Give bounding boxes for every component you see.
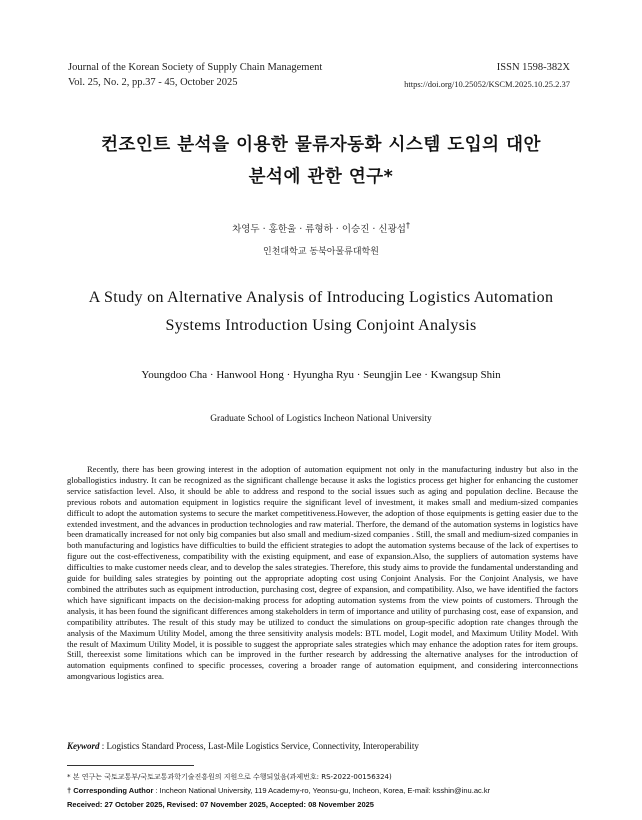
corresponding-author-details: : Incheon National University, 119 Academy-ro, Yeonsu-gu, Incheon, Korea, E-mail: ksshin@inu.ac.kr — [153, 786, 491, 795]
corresponding-author-label: † Corresponding Author — [67, 786, 154, 795]
affiliation-english: Graduate School of Logistics Incheon National University — [210, 414, 432, 424]
authors-korean — [0, 221, 642, 235]
journal-volume: Vol. 25, No. 2, pp.37 - 45, October 2025 — [68, 77, 238, 88]
title-english-line1: A Study on Alternative Analysis of Introducing Logistics Automation — [88, 289, 554, 306]
corresponding-author-mark: † — [405, 221, 410, 230]
authors-korean-names: 차영두 · 홍한울 · 류형하 · 이승진 · 신광섭 — [232, 224, 406, 236]
journal-issn: ISSN 1598-382X — [496, 62, 570, 73]
affiliation-korean: 인천대학교 동북아물류대학원 — [263, 247, 379, 257]
keyword-label: Keyword — [67, 741, 100, 751]
funding-footnote: * 본 연구는 국토교통부/국토교통과학기술진흥원의 지원으로 수행되었음(과제번호: RS-2022-00156324) — [67, 773, 392, 781]
footnote-divider — [67, 765, 194, 766]
title-korean-line2: 분석에 관한 연구* — [248, 167, 394, 187]
keywords — [67, 741, 587, 751]
journal-name: Journal of the Korean Society of Supply Chain Management — [68, 62, 323, 73]
abstract: Recently, there has been growing interest in the adoption of automation equipment not only in the manufacturing industry but also in the globallogistics industry. It can be recognized as the significant challenge because it asks the logistics process get higher for enhancing the customer service satisfaction level. Also, it should be able to address and respond to the social issues such as aging and population decline. Because the previous robots and automation equipment in logistics require the significant level of investment, it makes small and medium-sized companies difficult to adopt the automation systems to secure the market competitiveness.However, the adoption of those equipments is getting easier due to the extended investment, and the advances in production technologies and raw material. Therfore, the demand of the automation systems in logistics have been dramatically increased for not only big companies but also small and medium-sized companies . Still, the small and medium-sized companies in both manufacturing and logistics have difficulties to build the efficient strategies to adopt the automation systems because of the lack of expertises to figure out the cost-effectiveness, compatibility with the existing equipment, and ease of expansion.Also, the suppliers of automation systems have difficulties to make customer needs clear, and to develop the sales strategies. Therefore, this study aims to provide the fundamental understanding and guide for building sales strategies by pointing out the appropriate adopting cost using Conjoint Analysis. For the Conjoint Analysis, we have combined the attributes such as equipment introduction, purchasing cost, degree of expansion, and compatibility. Also, we have identified the factors which have significant impacts on the decision-making process for adopting automation systems from the view points of customers. Through the analysis, it has been found the significant differences among stakeholders in term of importance and utility of purchasing cost, ease of expansion, and compatibility attributes. The result of this study may be utilized to conduct the simulations on group-specific adoption rate changes through the analysis of the Maximum Utility Model, among the three sensitivity analysis models: BTL model, Logit model, and Maximum Utility Model. With the result of Maximum Utility Model, it is possible to suggest the appropriate sales strategies which may enhance the adoption rates for item groups. Still, thereexist some limitations which can be improved in the further research by addressing the alternative analyses for the introduction of automation equipments confined to specific processes, covering a broader range of automation equipment, and considering interconnections amongvarious logistics area. — [67, 464, 578, 682]
corresponding-author-footnote — [67, 786, 490, 795]
title-korean-line1: 컨조인트 분석을 이용한 물류자동화 시스템 도입의 대안 — [101, 135, 541, 155]
doi-link[interactable]: https://doi.org/10.25052/KSCM.2025.10.25.2.37 — [404, 79, 570, 89]
keyword-list: : Logistics Standard Process, Last-Mile Logistics Service, Connectivity, Interoperability — [99, 741, 419, 751]
authors-english: Youngdoo Cha · Hanwool Hong · Hyungha Ryu · Seungjin Lee · Kwangsup Shin — [141, 369, 501, 381]
submission-dates: Received: 27 October 2025, Revised: 07 November 2025, Accepted: 08 November 2025 — [67, 800, 374, 809]
title-english-line2: Systems Introduction Using Conjoint Analysis — [165, 317, 477, 334]
